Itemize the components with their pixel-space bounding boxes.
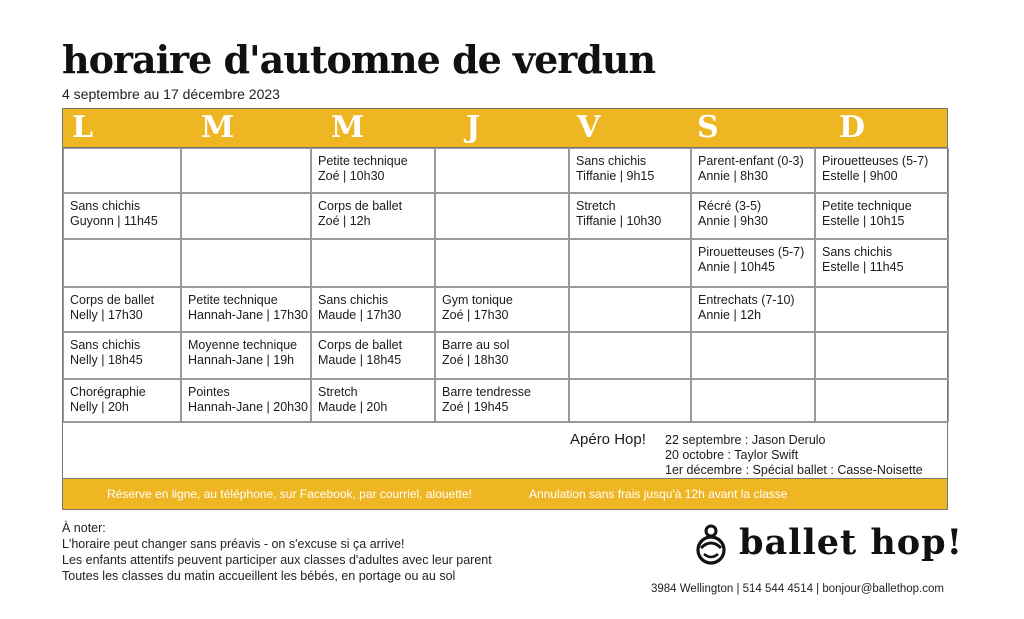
class-cell bbox=[815, 239, 949, 287]
note-line: Toutes les classes du matin accueillent les bébés, en portage ou au sol bbox=[62, 569, 456, 583]
apero-item: 20 octobre : Taylor Swift bbox=[665, 448, 799, 462]
class-teacher-time: Nelly | 17h30 bbox=[70, 308, 143, 322]
empty-cell bbox=[181, 193, 311, 239]
class-name: Parent-enfant (0-3) bbox=[698, 154, 804, 168]
class-cell bbox=[63, 332, 181, 379]
empty-cell bbox=[815, 332, 949, 379]
apero-hop-section bbox=[63, 422, 947, 479]
class-teacher-time: Estelle | 11h45 bbox=[822, 260, 904, 274]
class-teacher-time: Zoé | 19h45 bbox=[442, 400, 509, 414]
day-thursday: J bbox=[466, 110, 481, 145]
class-teacher-time: Guyonn | 11h45 bbox=[70, 214, 158, 228]
class-name: Sans chichis bbox=[70, 199, 141, 213]
class-teacher-time: Annie | 9h30 bbox=[698, 214, 768, 228]
class-name: Pointes bbox=[188, 385, 230, 399]
class-teacher-time: Annie | 10h45 bbox=[698, 260, 775, 274]
class-cell bbox=[691, 148, 815, 193]
day-tuesday: M bbox=[201, 110, 235, 145]
class-cell bbox=[435, 332, 569, 379]
class-teacher-time: Tiffanie | 9h15 bbox=[576, 169, 655, 183]
class-name: Corps de ballet bbox=[70, 293, 155, 307]
info-band bbox=[63, 478, 947, 509]
empty-cell bbox=[63, 148, 181, 193]
class-cell bbox=[691, 239, 815, 287]
class-name: Corps de ballet bbox=[318, 199, 403, 213]
class-name: Stretch bbox=[318, 385, 358, 399]
class-name: Stretch bbox=[576, 199, 616, 213]
class-name: Pirouetteuses (5-7) bbox=[698, 245, 805, 259]
class-name: Moyenne technique bbox=[188, 338, 298, 352]
class-cell bbox=[569, 193, 691, 239]
class-cell bbox=[311, 287, 435, 332]
day-friday: V bbox=[577, 110, 601, 145]
brand-name: ballet hop! bbox=[739, 522, 963, 563]
class-cell bbox=[181, 287, 311, 332]
day-monday: L bbox=[72, 110, 94, 145]
class-teacher-time: Maude | 20h bbox=[318, 400, 388, 414]
class-teacher-time: Nelly | 20h bbox=[70, 400, 129, 414]
class-cell bbox=[63, 379, 181, 422]
apero-title: Apéro Hop! bbox=[570, 431, 646, 448]
class-cell bbox=[569, 148, 691, 193]
class-name: Petite technique bbox=[318, 154, 408, 168]
class-cell bbox=[691, 287, 815, 332]
class-name: Barre au sol bbox=[442, 338, 510, 352]
empty-cell bbox=[181, 148, 311, 193]
class-cell bbox=[435, 379, 569, 422]
page-title: horaire d'automne de verdun bbox=[62, 37, 656, 82]
day-header-row bbox=[63, 109, 947, 148]
empty-cell bbox=[569, 332, 691, 379]
day-sunday: D bbox=[839, 110, 866, 145]
class-teacher-time: Zoé | 18h30 bbox=[442, 353, 509, 367]
apero-item: 1er décembre : Spécial ballet : Casse-Noisette bbox=[665, 463, 923, 477]
empty-cell bbox=[815, 287, 949, 332]
notes bbox=[62, 520, 492, 584]
class-teacher-time: Maude | 17h30 bbox=[318, 308, 402, 322]
notes-heading: À noter: bbox=[62, 521, 106, 535]
class-cell bbox=[63, 193, 181, 239]
class-teacher-time: Estelle | 9h00 bbox=[822, 169, 898, 183]
empty-cell bbox=[569, 239, 691, 287]
class-teacher-time: Hannah-Jane | 19h bbox=[188, 353, 295, 367]
class-teacher-time: Estelle | 10h15 bbox=[822, 214, 905, 228]
class-teacher-time: Annie | 8h30 bbox=[698, 169, 768, 183]
class-cell bbox=[311, 332, 435, 379]
class-name: Petite technique bbox=[188, 293, 278, 307]
class-cell bbox=[311, 193, 435, 239]
empty-cell bbox=[63, 239, 181, 287]
class-name: Sans chichis bbox=[70, 338, 141, 352]
empty-cell bbox=[435, 148, 569, 193]
date-range: 4 septembre au 17 décembre 2023 bbox=[62, 86, 280, 102]
note-line: L'horaire peut changer sans préavis - on s'excuse si ça arrive! bbox=[62, 537, 405, 551]
empty-cell bbox=[311, 239, 435, 287]
contact-info: 3984 Wellington | 514 544 4514 | bonjour@ballethop.com bbox=[651, 583, 945, 595]
cancellation-note: Annulation sans frais jusqu'à 12h avant la classe bbox=[529, 487, 788, 501]
class-cell bbox=[691, 193, 815, 239]
apero-item: 22 septembre : Jason Derulo bbox=[665, 433, 826, 447]
class-cell bbox=[181, 332, 311, 379]
note-line: Les enfants attentifs peuvent participer aux classes d'adultes avec leur parent bbox=[62, 553, 492, 567]
empty-cell bbox=[435, 193, 569, 239]
class-name: Pirouetteuses (5-7) bbox=[822, 154, 929, 168]
class-teacher-time: Hannah-Jane | 17h30 bbox=[188, 308, 309, 322]
class-name: Entrechats (7-10) bbox=[698, 293, 795, 307]
class-teacher-time: Hannah-Jane | 20h30 bbox=[188, 400, 309, 414]
booking-note: Réserve en ligne, au téléphone, sur Facebook, par courriel, alouette! bbox=[107, 487, 472, 501]
class-cell bbox=[311, 379, 435, 422]
ballerina-logo-icon bbox=[693, 524, 729, 568]
class-name: Petite technique bbox=[822, 199, 912, 213]
class-name: Sans chichis bbox=[576, 154, 647, 168]
empty-cell bbox=[569, 379, 691, 422]
empty-cell bbox=[181, 239, 311, 287]
class-name: Barre tendresse bbox=[442, 385, 531, 399]
class-teacher-time: Zoé | 12h bbox=[318, 214, 371, 228]
class-teacher-time: Zoé | 17h30 bbox=[442, 308, 509, 322]
class-cell bbox=[63, 287, 181, 332]
day-saturday: S bbox=[697, 110, 719, 145]
class-teacher-time: Tiffanie | 10h30 bbox=[576, 214, 662, 228]
empty-cell bbox=[691, 379, 815, 422]
day-wednesday: M bbox=[331, 110, 365, 145]
class-teacher-time: Nelly | 18h45 bbox=[70, 353, 143, 367]
class-teacher-time: Zoé | 10h30 bbox=[318, 169, 385, 183]
class-teacher-time: Annie | 12h bbox=[698, 308, 762, 322]
class-name: Sans chichis bbox=[318, 293, 389, 307]
empty-cell bbox=[691, 332, 815, 379]
class-cell bbox=[435, 287, 569, 332]
brand bbox=[693, 520, 963, 572]
class-name: Gym tonique bbox=[442, 293, 513, 307]
class-name: Chorégraphie bbox=[70, 385, 146, 399]
class-name: Récré (3-5) bbox=[698, 199, 762, 213]
class-cell bbox=[815, 148, 949, 193]
empty-cell bbox=[435, 239, 569, 287]
apero-list bbox=[665, 433, 923, 478]
class-teacher-time: Maude | 18h45 bbox=[318, 353, 402, 367]
class-cell bbox=[311, 148, 435, 193]
empty-cell bbox=[569, 287, 691, 332]
class-cell bbox=[181, 379, 311, 422]
class-name: Corps de ballet bbox=[318, 338, 403, 352]
schedule-table bbox=[62, 108, 948, 510]
empty-cell bbox=[815, 379, 949, 422]
class-cell bbox=[815, 193, 949, 239]
class-name: Sans chichis bbox=[822, 245, 893, 259]
